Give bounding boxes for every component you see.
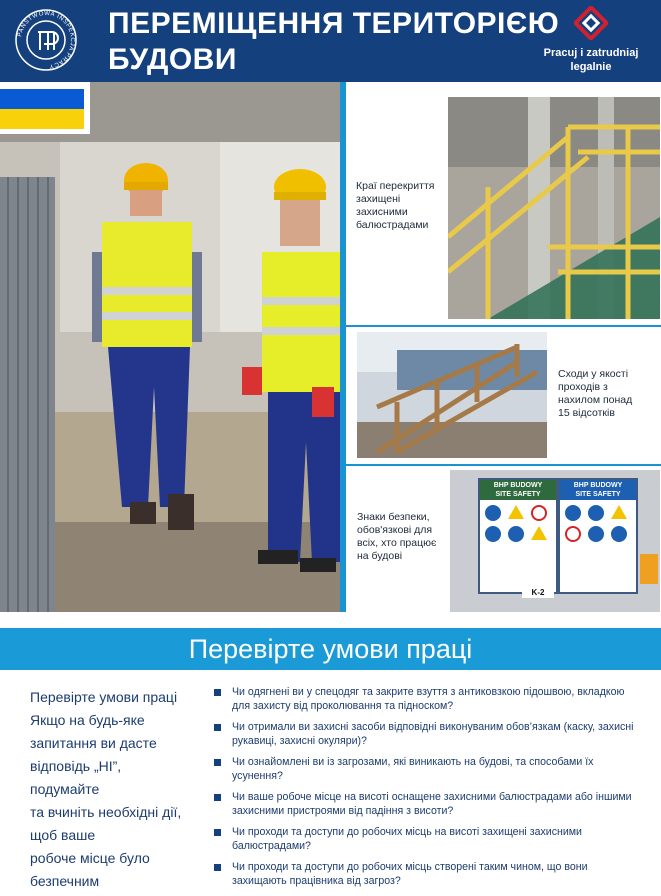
workers-photo-illustration bbox=[0, 82, 340, 612]
vertical-separator bbox=[340, 82, 346, 612]
warning-sign-icon bbox=[508, 505, 524, 519]
caption-2-line: Сходи у якості bbox=[558, 368, 629, 380]
intro-text bbox=[30, 686, 190, 893]
caption-stairs bbox=[558, 368, 658, 420]
flag-blue-stripe bbox=[0, 89, 84, 109]
intro-line: та вчиніть необхідні дії, bbox=[30, 804, 182, 820]
mandatory-sign-icon bbox=[588, 526, 604, 542]
checklist-item bbox=[214, 791, 640, 818]
sign-board-right-header bbox=[560, 480, 636, 500]
checklist-item-text: Чи проходи та доступи до робочих місць створені таким чином, що вони захищають працівника від загроз? bbox=[232, 861, 588, 887]
svg-text:PAŃSTWOWA INSPEKCJA PRACY bbox=[17, 11, 75, 69]
square-bullet-icon bbox=[214, 829, 221, 836]
sign-board-left-header bbox=[480, 480, 556, 500]
side-poster bbox=[640, 554, 658, 584]
warning-sign-icon bbox=[611, 505, 627, 519]
checklist-item-text: Чи одягнені ви у спецодяг та закрите взуття з антиковзкою підошвою, вкладкою для захисту від проколювання та підноском? bbox=[232, 686, 625, 712]
sign-icons-right bbox=[560, 500, 636, 547]
section-banner: Перевірте умови праці bbox=[0, 628, 661, 670]
caption-balustrades bbox=[356, 180, 441, 232]
intro-line: Якщо на будь-яке bbox=[30, 712, 145, 728]
caption-1-line: балюстрадами bbox=[356, 219, 429, 231]
sign-board-right bbox=[558, 478, 638, 594]
pip-logo-icon bbox=[14, 8, 78, 72]
ukraine-flag bbox=[0, 82, 90, 134]
stairs-illustration bbox=[357, 332, 547, 458]
caption-3-line: всіх, хто працює bbox=[357, 537, 437, 549]
row-divider-2 bbox=[346, 464, 661, 466]
caption-signs bbox=[357, 511, 449, 563]
pip-logo-text: PAŃSTWOWA INSPEKCJA PRACY bbox=[17, 10, 76, 69]
slogan-line-1: Pracuj i zatrudniaj bbox=[543, 47, 639, 59]
checklist-item-text: Чи проходи та доступи до робочих місць на висоті захищені захисними балюстрадами? bbox=[232, 826, 582, 852]
mandatory-sign-icon bbox=[611, 526, 627, 542]
checklist-item-text: Чи ваше робоче місце на висоті оснащене захисними балюстрадами або іншими захисними пристроями від падіння з висоти? bbox=[232, 791, 632, 817]
sign-board-left bbox=[478, 478, 558, 594]
caption-1-line: Краї перекриття bbox=[356, 180, 435, 192]
caption-3-line: на будові bbox=[357, 550, 403, 562]
square-bullet-icon bbox=[214, 724, 221, 731]
row-divider-1 bbox=[346, 325, 661, 327]
checklist bbox=[214, 686, 640, 896]
mandatory-sign-icon bbox=[485, 505, 501, 521]
balustrade-photo bbox=[448, 97, 660, 319]
square-bullet-icon bbox=[214, 689, 221, 696]
balustrade-illustration bbox=[448, 97, 660, 319]
intro-line: безпечним bbox=[30, 873, 100, 889]
caption-1-line: захисними bbox=[356, 206, 408, 218]
checklist-item bbox=[214, 861, 640, 888]
checklist-item bbox=[214, 686, 640, 713]
checklist-item bbox=[214, 826, 640, 853]
caption-3-line: обов'язкові для bbox=[357, 524, 433, 536]
intro-line: відповідь „НІ”, bbox=[30, 758, 122, 774]
flag-yellow-stripe bbox=[0, 109, 84, 129]
workers-photo bbox=[0, 82, 340, 612]
brand-block bbox=[535, 6, 647, 76]
intro-line: щоб ваше bbox=[30, 827, 96, 843]
intro-line: Перевірте умови праці bbox=[30, 689, 178, 705]
stairs-photo bbox=[357, 332, 547, 458]
square-bullet-icon bbox=[214, 759, 221, 766]
mandatory-sign-icon bbox=[565, 505, 581, 521]
slogan bbox=[535, 46, 647, 74]
safety-signs-photo bbox=[450, 470, 660, 612]
mandatory-sign-icon bbox=[485, 526, 501, 542]
checklist-item bbox=[214, 756, 640, 783]
sign-subtitle: SITE SAFETY bbox=[495, 491, 541, 498]
caption-2-line: нахилом понад bbox=[558, 394, 633, 406]
checklist-item-text: Чи ознайомлені ви із загрозами, які виникають на будові, та способами їх усунення? bbox=[232, 756, 594, 782]
intro-line: робоче місце було bbox=[30, 850, 150, 866]
sign-icons-left bbox=[480, 500, 556, 547]
slogan-line-2: legalnie bbox=[570, 61, 612, 73]
sign-code-plate: K-2 bbox=[522, 588, 554, 598]
intro-line: запитання ви дасте bbox=[30, 735, 157, 751]
header-bar bbox=[0, 0, 661, 82]
checklist-item-text: Чи отримали ви захисні засоби відповідні виконуваним обов’язкам (каску, захисні рукавиці, захисні окуляри)? bbox=[232, 721, 634, 747]
mandatory-sign-icon bbox=[508, 526, 524, 542]
intro-line: подумайте bbox=[30, 781, 100, 797]
page-title-line-2: БУДОВИ bbox=[108, 43, 237, 76]
page-title bbox=[108, 6, 559, 78]
mandatory-sign-icon bbox=[588, 505, 604, 521]
sign-subtitle: SITE SAFETY bbox=[575, 491, 621, 498]
prohibition-sign-icon bbox=[531, 505, 547, 521]
checklist-item bbox=[214, 721, 640, 748]
caption-3-line: Знаки безпеки, bbox=[357, 511, 430, 523]
square-bullet-icon bbox=[214, 864, 221, 871]
caption-1-line: захищені bbox=[356, 193, 401, 205]
square-bullet-icon bbox=[214, 794, 221, 801]
sign-title: BHP BUDOWY bbox=[493, 482, 543, 489]
legal-work-logo-icon bbox=[574, 6, 608, 40]
prohibition-sign-icon bbox=[565, 526, 581, 542]
caption-2-line: проходів з bbox=[558, 381, 608, 393]
sign-title: BHP BUDOWY bbox=[573, 482, 623, 489]
caption-2-line: 15 відсотків bbox=[558, 407, 615, 419]
warning-sign-icon bbox=[531, 526, 547, 540]
page-title-line-1: ПЕРЕМІЩЕННЯ ТЕРИТОРІЄЮ bbox=[108, 7, 560, 40]
